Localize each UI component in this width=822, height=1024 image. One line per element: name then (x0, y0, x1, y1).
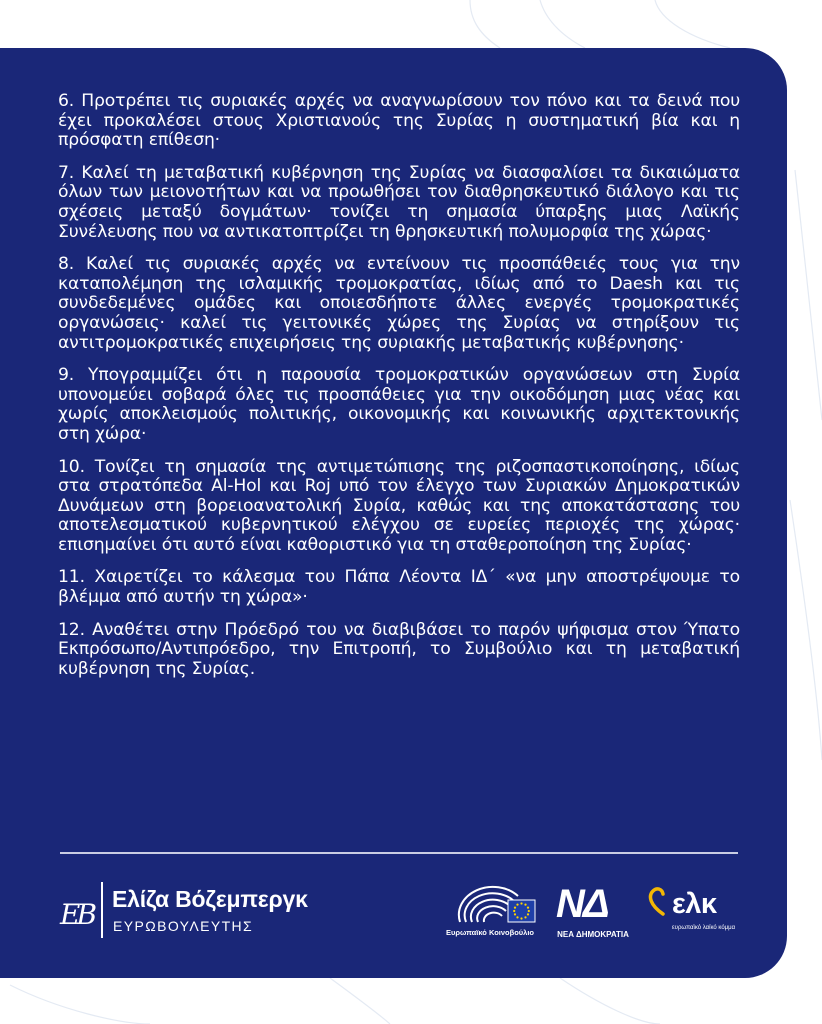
european-parliament-caption: Ευρωπαϊκό Κοινοβούλιο (446, 928, 534, 937)
nea-dimokratia-logo: ΝΔ (556, 882, 608, 926)
content-card (0, 48, 787, 978)
epp-caption: ευρωπαϊκό λαϊκό κόμμα (672, 925, 736, 931)
paragraph-7: 7. Καλεί τη μεταβατική κυβέρνηση της Συρίας να διασφαλίσει τα δικαιώματα όλων των μειονοτήτων και να προωθήσει τον διαθρησκευτικό διάλογο και τις σχέσεις μεταξύ δογμάτων· τονίζει τη σημασία ύπαρξης μιας Λαϊκής Συνέλευσης που να αντικατοπτρίζει τη θρησκευτική πολυμορφία της χώρας· (58, 162, 740, 242)
paragraph-11: 11. Χαιρετίζει το κάλεσμα του Πάπα Λέοντα ΙΔ΄ «να μην αποστρέψουμε το βλέμμα από αυτήν τη χώρα»· (58, 567, 740, 608)
nea-dimokratia-caption: ΝΕΑ ΔΗΜΟΚΡΑΤΙΑ (557, 930, 629, 939)
monogram-logo: ЕВ (60, 898, 94, 931)
footer-divider (60, 852, 738, 854)
paragraph-10: 10. Τονίζει τη σημασία της αντιμετώπισης της ριζοσπαστικοποίησης, ιδίως στα στρατόπεδα Al-Hol και Roj υπό τον έλεγχο των Συριακών Δημοκρατικών Δυνάμεων στη βορειοανατολική Συρία, καθώς και της αποκατάστασης του αποτελεσματικού κυβερνητικού ελέγχου σε ευρείες περιοχές της χώρας· επισημαίνει ότι αυτό είναι καθοριστικό για τη σταθεροποίηση της Συρίας· (58, 456, 740, 555)
epp-logo: ελκ (672, 888, 717, 920)
author-name: Ελίζα Βόζεμπεργκ (112, 886, 308, 912)
paragraph-9: 9. Υπογραμμίζει ότι η παρουσία τρομοκρατικών οργανώσεων στη Συρία υπονομεύει σοβαρά όλες τις προσπάθειες για την οικοδόμηση μιας νέας και χωρίς αποκλεισμούς πολιτικής, οικονομικής και κοινωνικής αρχιτεκτονικής στη χώρα· (58, 365, 740, 444)
footer-separator (101, 882, 103, 938)
footer (0, 868, 787, 978)
paragraph-12: 12. Αναθέτει στην Πρόεδρό του να διαβιβάσει το παρόν ψήφισμα στον Ύπατο Εκπρόσωπο/Αντιπρόεδρο, την Επιτροπή, το Συμβούλιο και τη μεταβατική κυβέρνηση της Συρίας. (58, 619, 740, 679)
european-parliament-logo-icon (456, 882, 536, 926)
author-role: ΕΥΡΩΒΟΥΛΕΥΤΗΣ (113, 918, 254, 934)
paragraph-8: 8. Καλεί τις συριακές αρχές να εντείνουν τις προσπάθειές τους για την καταπολέμηση της ισλαμικής τρομοκρατίας, ιδίως από το Daesh και τις συνδεδεμένες ομάδες και οποιεσδήποτε άλλες ενεργές τρομοκρατικές οργανώσεις· καλεί τις γειτονικές χώρες της Συρίας να στηρίξουν τις αντιτρομοκρατικές επιχειρήσεις της συριακής μεταβατικής κυβέρνησης· (58, 254, 740, 353)
paragraph-6: 6. Προτρέπει τις συριακές αρχές να αναγνωρίσουν τον πόνο και τα δεινά που έχει προκαλέσει στους Χριστιανούς της Συρίας η συστηματική βία και η πρόσφατη επίθεση· (58, 91, 740, 151)
resolution-paragraphs (58, 92, 740, 692)
